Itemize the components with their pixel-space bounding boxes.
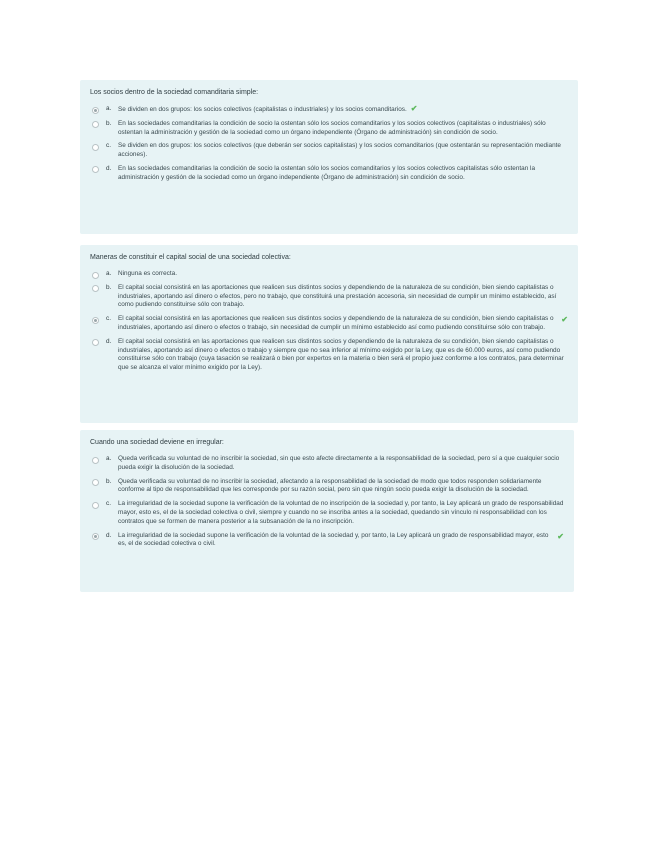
radio-button[interactable]: [92, 285, 99, 292]
answer-option-b[interactable]: [90, 120, 568, 138]
option-text: Queda verificada su voluntad de no inscribir la sociedad, afectando a la responsabilidad de la sociedad de modo que todos responden solidariamente conforme al tipo de responsabilidad que les corresponde por su razón social, pero sin que ningún socio pueda exigir la disolución de la sociedad.: [118, 477, 542, 494]
option-letter: c.: [106, 500, 111, 508]
question-text: Cuando una sociedad deviene en irregular:: [90, 439, 224, 446]
radio-button[interactable]: [92, 121, 99, 128]
answer-option-b[interactable]: [90, 284, 568, 310]
answer-option-d[interactable]: [90, 165, 568, 183]
answer-option-d[interactable]: [90, 338, 568, 373]
radio-button[interactable]: [92, 533, 99, 540]
question-card-2: [80, 245, 578, 423]
radio-button[interactable]: [92, 166, 99, 173]
radio-button[interactable]: [92, 479, 99, 486]
option-text: El capital social consistirá en las aportaciones que realicen sus distintos socios y dependiendo de la naturaleza de su condición, bien siendo capitalistas o industriales, aportando así dinero o efectos o trabajo y siempre que no sea inferior al mínimo exigido por la Ley, que es de 60.000 euros, así como pudiendo constituirse sólo con trabajo (cuya tasación se realizará o bien por expertos en la materia o bien será el propio juez conforme a los contratos, para determinar que se alcanza el valor mínimo exigido por la Ley).: [118, 337, 564, 372]
answer-option-b[interactable]: [90, 478, 564, 496]
answer-option-c[interactable]: [90, 142, 568, 160]
answer-option-a[interactable]: [90, 105, 568, 115]
option-letter: d.: [106, 531, 112, 539]
answer-option-d[interactable]: [90, 532, 564, 550]
option-letter: b.: [106, 477, 112, 485]
radio-button[interactable]: [92, 457, 99, 464]
answer-option-a[interactable]: [90, 455, 564, 473]
option-letter: c.: [106, 315, 111, 323]
answer-option-a[interactable]: [90, 270, 568, 279]
option-text: El capital social consistirá en las aportaciones que realicen sus distintos socios y dependiendo de la naturaleza de su condición, bien siendo capitalistas o industriales, aportando así dinero o efectos o trabajo, sin necesidad de cumplir un mínimo establecido así como pudiendo constituirse sólo con trabajo.: [118, 315, 554, 331]
question-card-3: [80, 430, 574, 592]
radio-button[interactable]: [92, 502, 99, 509]
question-card-1: [80, 80, 578, 234]
option-text: Se dividen en dos grupos: los socios colectivos (capitalistas o industriales) y los socios comanditarios. ✔: [118, 104, 418, 113]
option-text: En las sociedades comanditarias la condición de socio la ostentan sólo los socios comanditarios y los socios colectivos (capitalistas o industriales) sólo ostentan la administración y gestión de la sociedad como un órgano independiente (Órgano de administración) sin condición de socio.: [118, 119, 546, 136]
answer-option-c[interactable]: [90, 500, 564, 526]
correct-check-icon: ✔: [557, 531, 564, 541]
radio-button[interactable]: [92, 107, 99, 114]
question-text: Maneras de constituir el capital social de una sociedad colectiva:: [90, 254, 291, 261]
option-letter: d.: [106, 164, 112, 172]
radio-button[interactable]: [92, 144, 99, 151]
radio-button[interactable]: [92, 339, 99, 346]
option-letter: b.: [106, 283, 112, 291]
radio-button[interactable]: [92, 272, 99, 279]
option-text: El capital social consistirá en las aportaciones que realicen sus distintos socios y dependiendo de la naturaleza de su condición, bien siendo capitalistas o industriales, aportando así dinero o efectos, pero no trabajo, que constituirá una prestación accesoria, sin necesidad de cumplir un mínimo establecido, así como pudiendo constituirse sólo con trabajo.: [118, 283, 557, 309]
option-text: Ninguna es correcta.: [118, 270, 177, 277]
option-text: Se dividen en dos grupos: los socios colectivos (que deberán ser socios capitalistas) y los socios comanditarios (que ostentarán su representación mediante acciones).: [118, 142, 561, 159]
correct-check-icon: ✔: [410, 104, 418, 113]
radio-button[interactable]: [92, 317, 99, 324]
option-letter: a.: [106, 270, 112, 277]
option-letter: b.: [106, 119, 112, 127]
option-letter: c.: [106, 142, 111, 150]
option-text: En las sociedades comanditarias la condición de socio la ostentan sólo los socios comanditarios y los socios colectivos capitalistas sólo ostentan la administración y gestión de la sociedad como un órgano independiente (Órgano de administración) sin condición de socio.: [118, 164, 536, 181]
option-text: La irregularidad de la sociedad supone la verificación de la voluntad de no inscripción de la sociedad y, por tanto, la Ley aplicará un grado de responsabilidad mayor, esto es, el de la sociedad colectiva o civil, siempre y cuando no se inscriba antes a la sociedad, quedando sin vínculo ni responsabilidad con los contratos que se formen de manera posterior a la subsanación de la no inscripción.: [118, 500, 564, 525]
option-text: La irregularidad de la sociedad supone la verificación de la voluntad de la sociedad y, por tanto, la Ley aplicará un grado de responsabilidad mayor, esto es, el de sociedad colectiva o civil.: [118, 531, 549, 548]
option-text: Queda verificada su voluntad de no inscribir la sociedad, sin que esto afecte directamente a la responsabilidad de la sociedad, pero sí a que cualquier socio pueda exigir la disolución de la sociedad.: [118, 455, 560, 471]
answer-option-c[interactable]: [90, 315, 568, 333]
correct-check-icon: ✔: [561, 315, 568, 325]
option-letter: a.: [106, 455, 112, 462]
question-text: Los socios dentro de la sociedad comanditaria simple:: [90, 89, 259, 96]
option-letter: d.: [106, 337, 112, 345]
option-letter: a.: [106, 105, 112, 112]
